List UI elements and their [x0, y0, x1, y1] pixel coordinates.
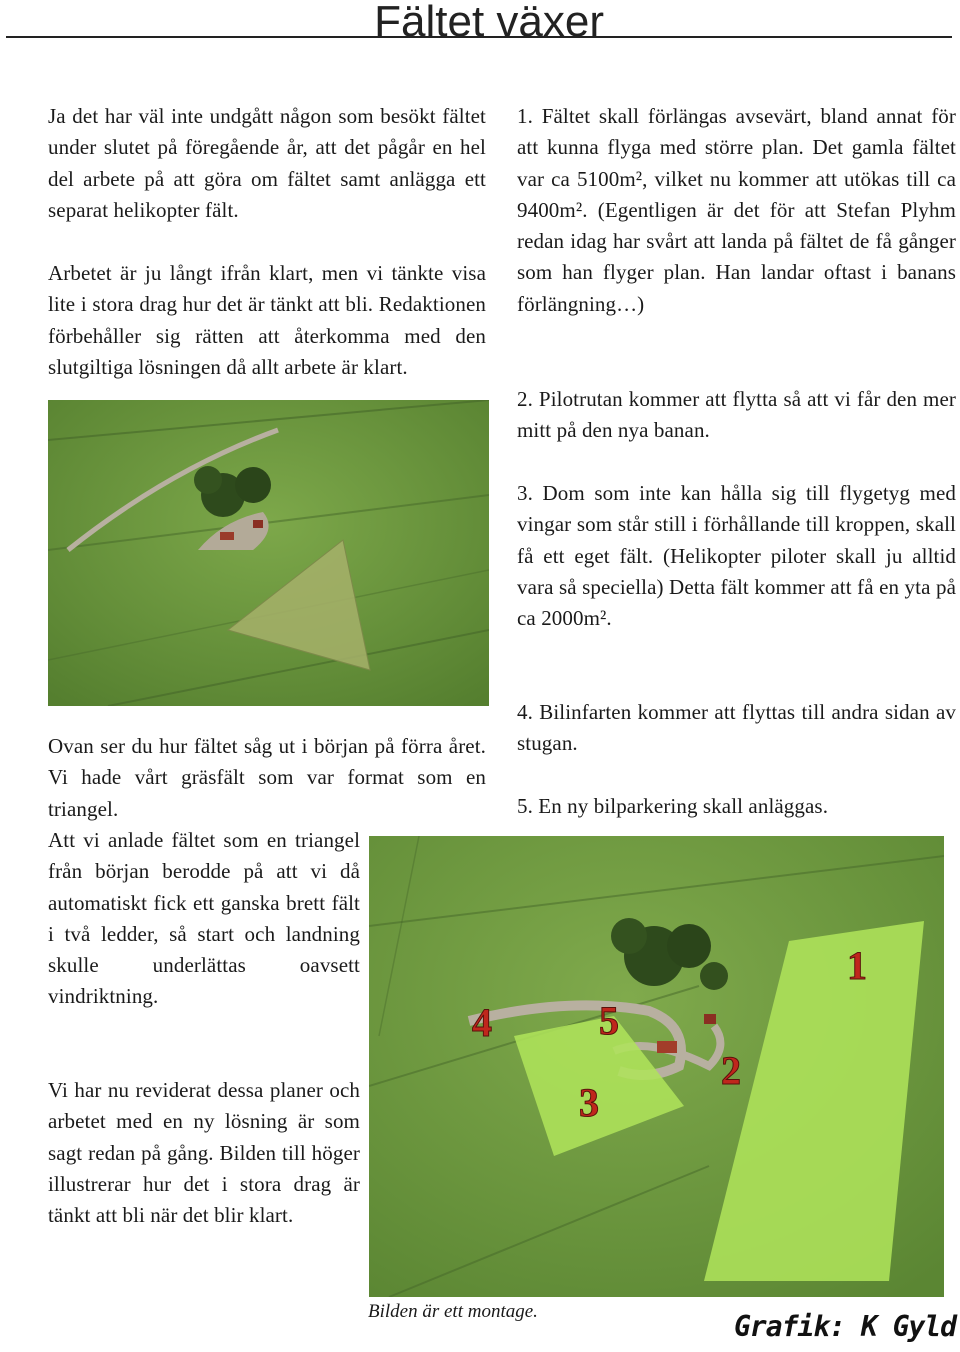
plan-item-3: 3. Dom som inte kan hålla sig till flygetyg med vingar som står still i förhållande till kroppen, skall få ett eget fält. (Helikopter piloter skall ju alltid vara så speciella) Detta fält kommer att få en yta på ca 2000m². — [517, 481, 956, 631]
photo-caption-paragraph-3: Vi har nu reviderat dessa planer och arbetet med en ny lösning är som sagt redan på gång. Bilden till höger illustrerar hur det i stora drag är tänkt att bli när det blir klart. — [48, 1078, 360, 1228]
photo-caption-paragraph-1: Ovan ser du hur fältet såg ut i början på förra året. Vi hade vårt gräsfält som var format som en triangel. — [48, 734, 486, 821]
plan-item-4: 4. Bilinfarten kommer att flyttas till andra sidan av stugan. — [517, 700, 956, 756]
page-title: Fältet växer — [374, 0, 604, 46]
montage-label-3: 3 — [579, 1080, 599, 1125]
plan-item-2: 2. Pilotrutan kommer att flytta så att vi får den mer mitt på den nya banan. — [517, 387, 956, 443]
aerial-photo-before — [48, 400, 489, 706]
intro-paragraph-2: Arbetet är ju långt ifrån klart, men vi tänkte visa lite i stora drag hur det är tänkt att bli. Redaktionen förbehåller sig rätten att återkomma med den slutgiltiga lösningen då allt arbete är klart. — [48, 261, 486, 379]
montage-label-2: 2 — [721, 1048, 741, 1093]
montage-label-4: 4 — [472, 1000, 492, 1045]
plan-item-5: 5. En ny bilparkering skall anläggas. — [517, 794, 829, 818]
graphics-credit: Grafik: K Gyld — [734, 1310, 957, 1343]
title-rule — [6, 36, 952, 38]
photo-caption-paragraph-2: Att vi anlade fältet som en triangel från början berodde på att vi då automatiskt fick ett ganska brett fält i två ledder, så start och landning skulle underlättas oavsett vindriktning. — [48, 828, 360, 1009]
montage-label-1: 1 — [847, 943, 867, 988]
plan-item-1: 1. Fältet skall förlängas avsevärt, bland annat för att kunna flyga med större plan. Det gamla fältet var ca 5100m², vilket nu kommer att utökas till ca 9400m². (Egentligen är det för att Stefan Plyhm redan idag har svårt att landa på fältet de få gånger som han flyger plan. Han landar oftast i banans förlängning…) — [517, 104, 956, 316]
montage-label-5: 5 — [599, 998, 619, 1043]
intro-paragraph-1: Ja det har väl inte undgått någon som besökt fältet under slutet på föregående år, att det pågår en hel del arbete på att göra om fältet samt anlägga ett separat helikopter fält. — [48, 104, 486, 222]
aerial-photo-montage — [369, 836, 944, 1297]
montage-caption: Bilden är ett montage. — [368, 1301, 538, 1322]
